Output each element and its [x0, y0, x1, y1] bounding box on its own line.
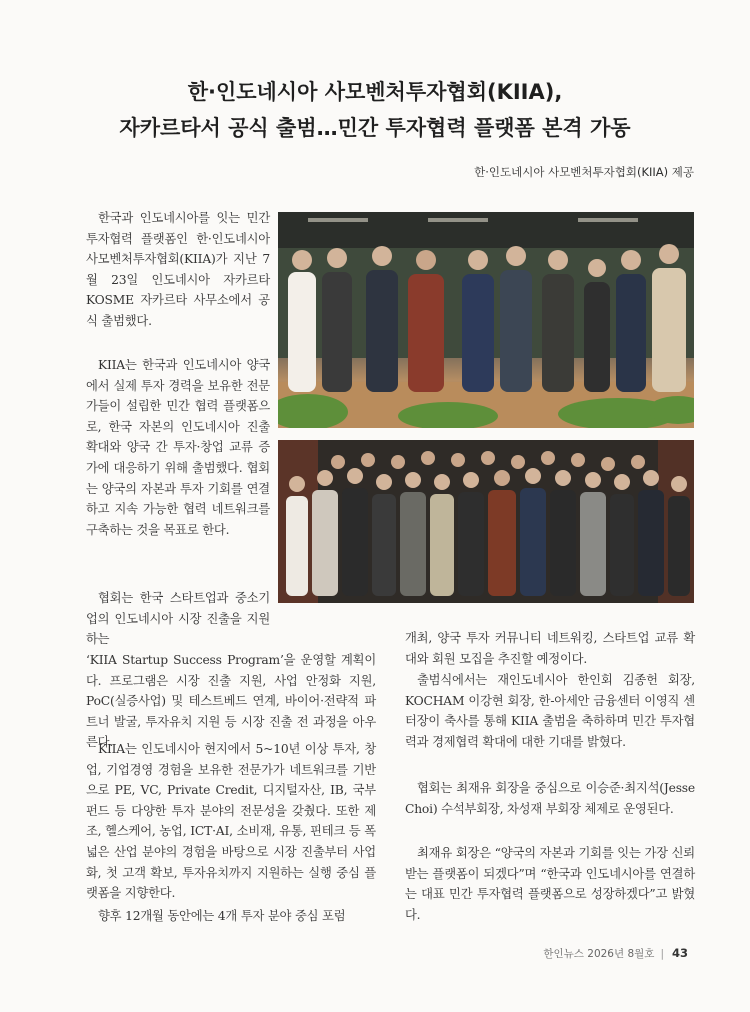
article-right-paragraph-4: 최재유 회장은 “양국의 자본과 기회를 잇는 가장 신뢰받는 플랫폼이 되겠다”며 “한국과 인도네시아를 연결하는 대표 민간 투자협력 플랫폼으로 성장하겠다”고 밝혔다. [405, 846, 695, 922]
footer-divider: | [660, 948, 664, 960]
article-paragraph-5: 향후 12개월 동안에는 4개 투자 분야 중심 포럼 [98, 909, 346, 923]
group-photo-formal [278, 212, 694, 428]
article-right-paragraph-2: 출범식에서는 재인도네시아 한인회 김종헌 회장, KOCHAM 이강현 회장, 한-아세안 금융센터 이영직 센터장이 축사를 통해 KIIA 출범을 축하하며 민간 투자협력과 경제협력 확대에 대한 기대를 밝혔다. [405, 673, 695, 749]
page-number: 43 [671, 946, 688, 960]
article-paragraph-3b: ‘KIIA Startup Success Program’을 운영할 계획이다. 프로그램은 시장 진출 지원, 사업 안정화 지원, PoC(실증사업) 및 테스트베드 연계, 바이어·전략적 파트너 발굴, 투자유치 지원 등 시장 진출 전 과정을 아우른다. [86, 653, 376, 750]
article-paragraph-3a: 협회는 한국 스타트업과 중소기업의 인도네시아 시장 진출을 지원하는 [86, 591, 270, 647]
group-photo-attendees [278, 440, 694, 603]
page-footer [543, 946, 688, 961]
article-paragraph-2: KIIA는 한국과 인도네시아 양국에서 실제 투자 경력을 보유한 전문가들이 설립한 민간 협력 플랫폼으로, 한국 자본의 인도네시아 진출 확대와 양국 간 투자·창업 교류 증가에 대응하기 위해 출범했다. 협회는 양국의 자본과 투자 기회를 연결하고 지속 가능한 협력 네트워크를 구축하는 것을 목표로 한다. [86, 358, 270, 537]
article-paragraph-4: KIIA는 인도네시아 현지에서 5~10년 이상 투자, 창업, 기업경영 경험을 보유한 전문가가 네트워크를 기반으로 PE, VC, Private Credit, 디지털자산, IB, 국부펀드 등 다양한 투자 분야의 전문성을 갖췄다. 또한 제조, 헬스케어, 농업, ICT·AI, 소비재, 유통, 핀테크 등 폭넓은 산업 분야의 경험을 바탕으로 시장 진출부터 사업화, 첫 고객 확보, 투자유치까지 지원하는 실행 중심 플랫폼을 지향한다. [86, 742, 376, 901]
headline-line-2: 자카르타서 공식 출범…민간 투자협력 플랫폼 본격 가동 [119, 116, 631, 140]
article-right-paragraph-1: 개최, 양국 투자 커뮤니티 네트워킹, 스타트업 교류 확대와 회원 모집을 추진할 예정이다. [405, 631, 695, 666]
article-right-paragraph-3: 협회는 최재유 회장을 중심으로 이승준·최지석(Jesse Choi) 수석부회장, 차성재 부회장 체제로 운영된다. [405, 781, 695, 816]
publication-name: 한인뉴스 2026년 8월호 [543, 948, 655, 960]
article-paragraph-1: 한국과 인도네시아를 잇는 민간 투자협력 플랫폼인 한·인도네시아 사모벤처투자협회(KIIA)가 지난 7월 23일 인도네시아 자카르타 KOSME 자카르타 사무소에서 공식 출범했다. [86, 211, 270, 328]
group-photo-attendees-image [278, 440, 694, 603]
article-headline [0, 74, 750, 146]
group-photo-formal-image [278, 212, 694, 428]
headline-line-1: 한·인도네시아 사모벤처투자협회(KIIA), [187, 80, 563, 104]
photo-credit: 한·인도네시아 사모벤처투자협회(KIIA) 제공 [474, 165, 694, 179]
